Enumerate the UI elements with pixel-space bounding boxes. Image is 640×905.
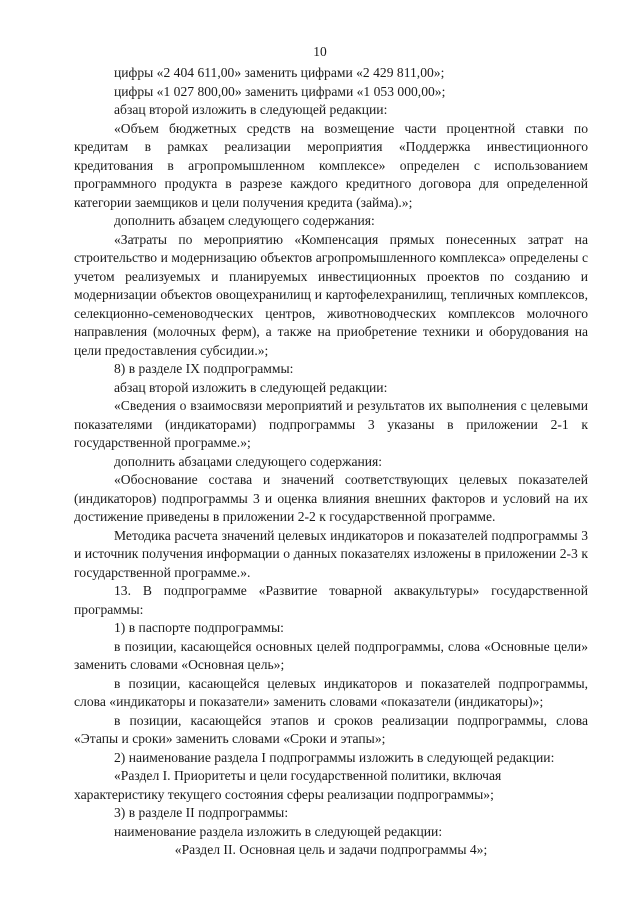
paragraph: цифры «1 027 800,00» заменить цифрами «1 053 000,00»; [114, 83, 446, 99]
paragraph: «Раздел II. Основная цель и задачи подпрограммы 4»; [174, 842, 488, 857]
paragraph: дополнить абзацами следующего содержания: [114, 453, 383, 469]
paragraph: 8) в разделе IX подпрограммы: [114, 361, 294, 376]
paragraph: наименование раздела изложить в следующей редакции: [114, 823, 443, 839]
page-number: 10 [313, 44, 327, 59]
paragraph: в позиции, касающейся целевых индикаторов и показателей подпрограммы, слова «индикаторы и показатели» заменить словами «показатели (индикаторы)»; [74, 675, 588, 709]
paragraph: в позиции, касающейся этапов и сроков реализации подпрограммы, слова «Этапы и сроки» заменить словами «Сроки и этапы»; [74, 712, 588, 746]
paragraph: дополнить абзацем следующего содержания: [114, 213, 375, 228]
paragraph: «Раздел I. Приоритеты и цели государственной политики, включая характеристику текущего состояния сферы реализации подпрограммы»; [74, 768, 502, 802]
paragraph: абзац второй изложить в следующей редакции: [114, 102, 388, 117]
document-body [74, 64, 588, 860]
paragraph: «Сведения о взаимосвязи мероприятий и результатов их выполнения с целевыми показателями (индикаторами) подпрограммы 3 указаны в приложении 2-1 к государственной программе.»; [74, 398, 588, 450]
paragraph: Методика расчета значений целевых индикаторов и показателей подпрограммы 3 и источник получения информации о данных показателях изложены в приложении 2-3 к государственной программе.». [74, 527, 588, 580]
paragraph: цифры «2 404 611,00» заменить цифрами «2 429 811,00»; [114, 65, 445, 80]
paragraph: 1) в паспорте подпрограммы: [114, 620, 284, 635]
paragraph: 2) наименование раздела I подпрограммы изложить в следующей редакции: [114, 749, 555, 765]
paragraph: абзац второй изложить в следующей редакции: [114, 379, 388, 395]
paragraph: «Объем бюджетных средств на возмещение части процентной ставки по кредитам в рамках реализации мероприятия «Поддержка инвестиционного кредитования в агропромышленном комплексе» определен с использованием программного продукта в разрезе каждого кредитного договора для определенной категории заемщиков и цели получения кредита (займа).»; [74, 120, 588, 210]
paragraph: в позиции, касающейся основных целей подпрограммы, слова «Основные цели» заменить словами «Основная цель»; [74, 638, 588, 672]
paragraph: 13. В подпрограмме «Развитие товарной аквакультуры» государственной программы: [74, 583, 588, 617]
paragraph: «Обоснование состава и значений соответствующих целевых показателей (индикаторов) подпрограммы 3 и оценка влияния внешних факторов и условий на их достижение приведены в приложении 2-2 к государственной программе. [74, 472, 588, 524]
paragraph: 3) в разделе II подпрограммы: [114, 805, 289, 820]
paragraph: «Затраты по мероприятию «Компенсация прямых понесенных затрат на строительство и модернизацию объектов агропромышленного комплекса» определены с учетом реализуемых и планируемых инвестиционных проектов по созданию и модернизации объектов овощехранилищ и картофелехранилищ, тепличных комплексов, селекционно-семеноводческих центров, животноводческих комплексов молочного направления (молочных ферм), а также на приобретение техники и оборудования на цели предоставления субсидии.»; [74, 231, 588, 358]
